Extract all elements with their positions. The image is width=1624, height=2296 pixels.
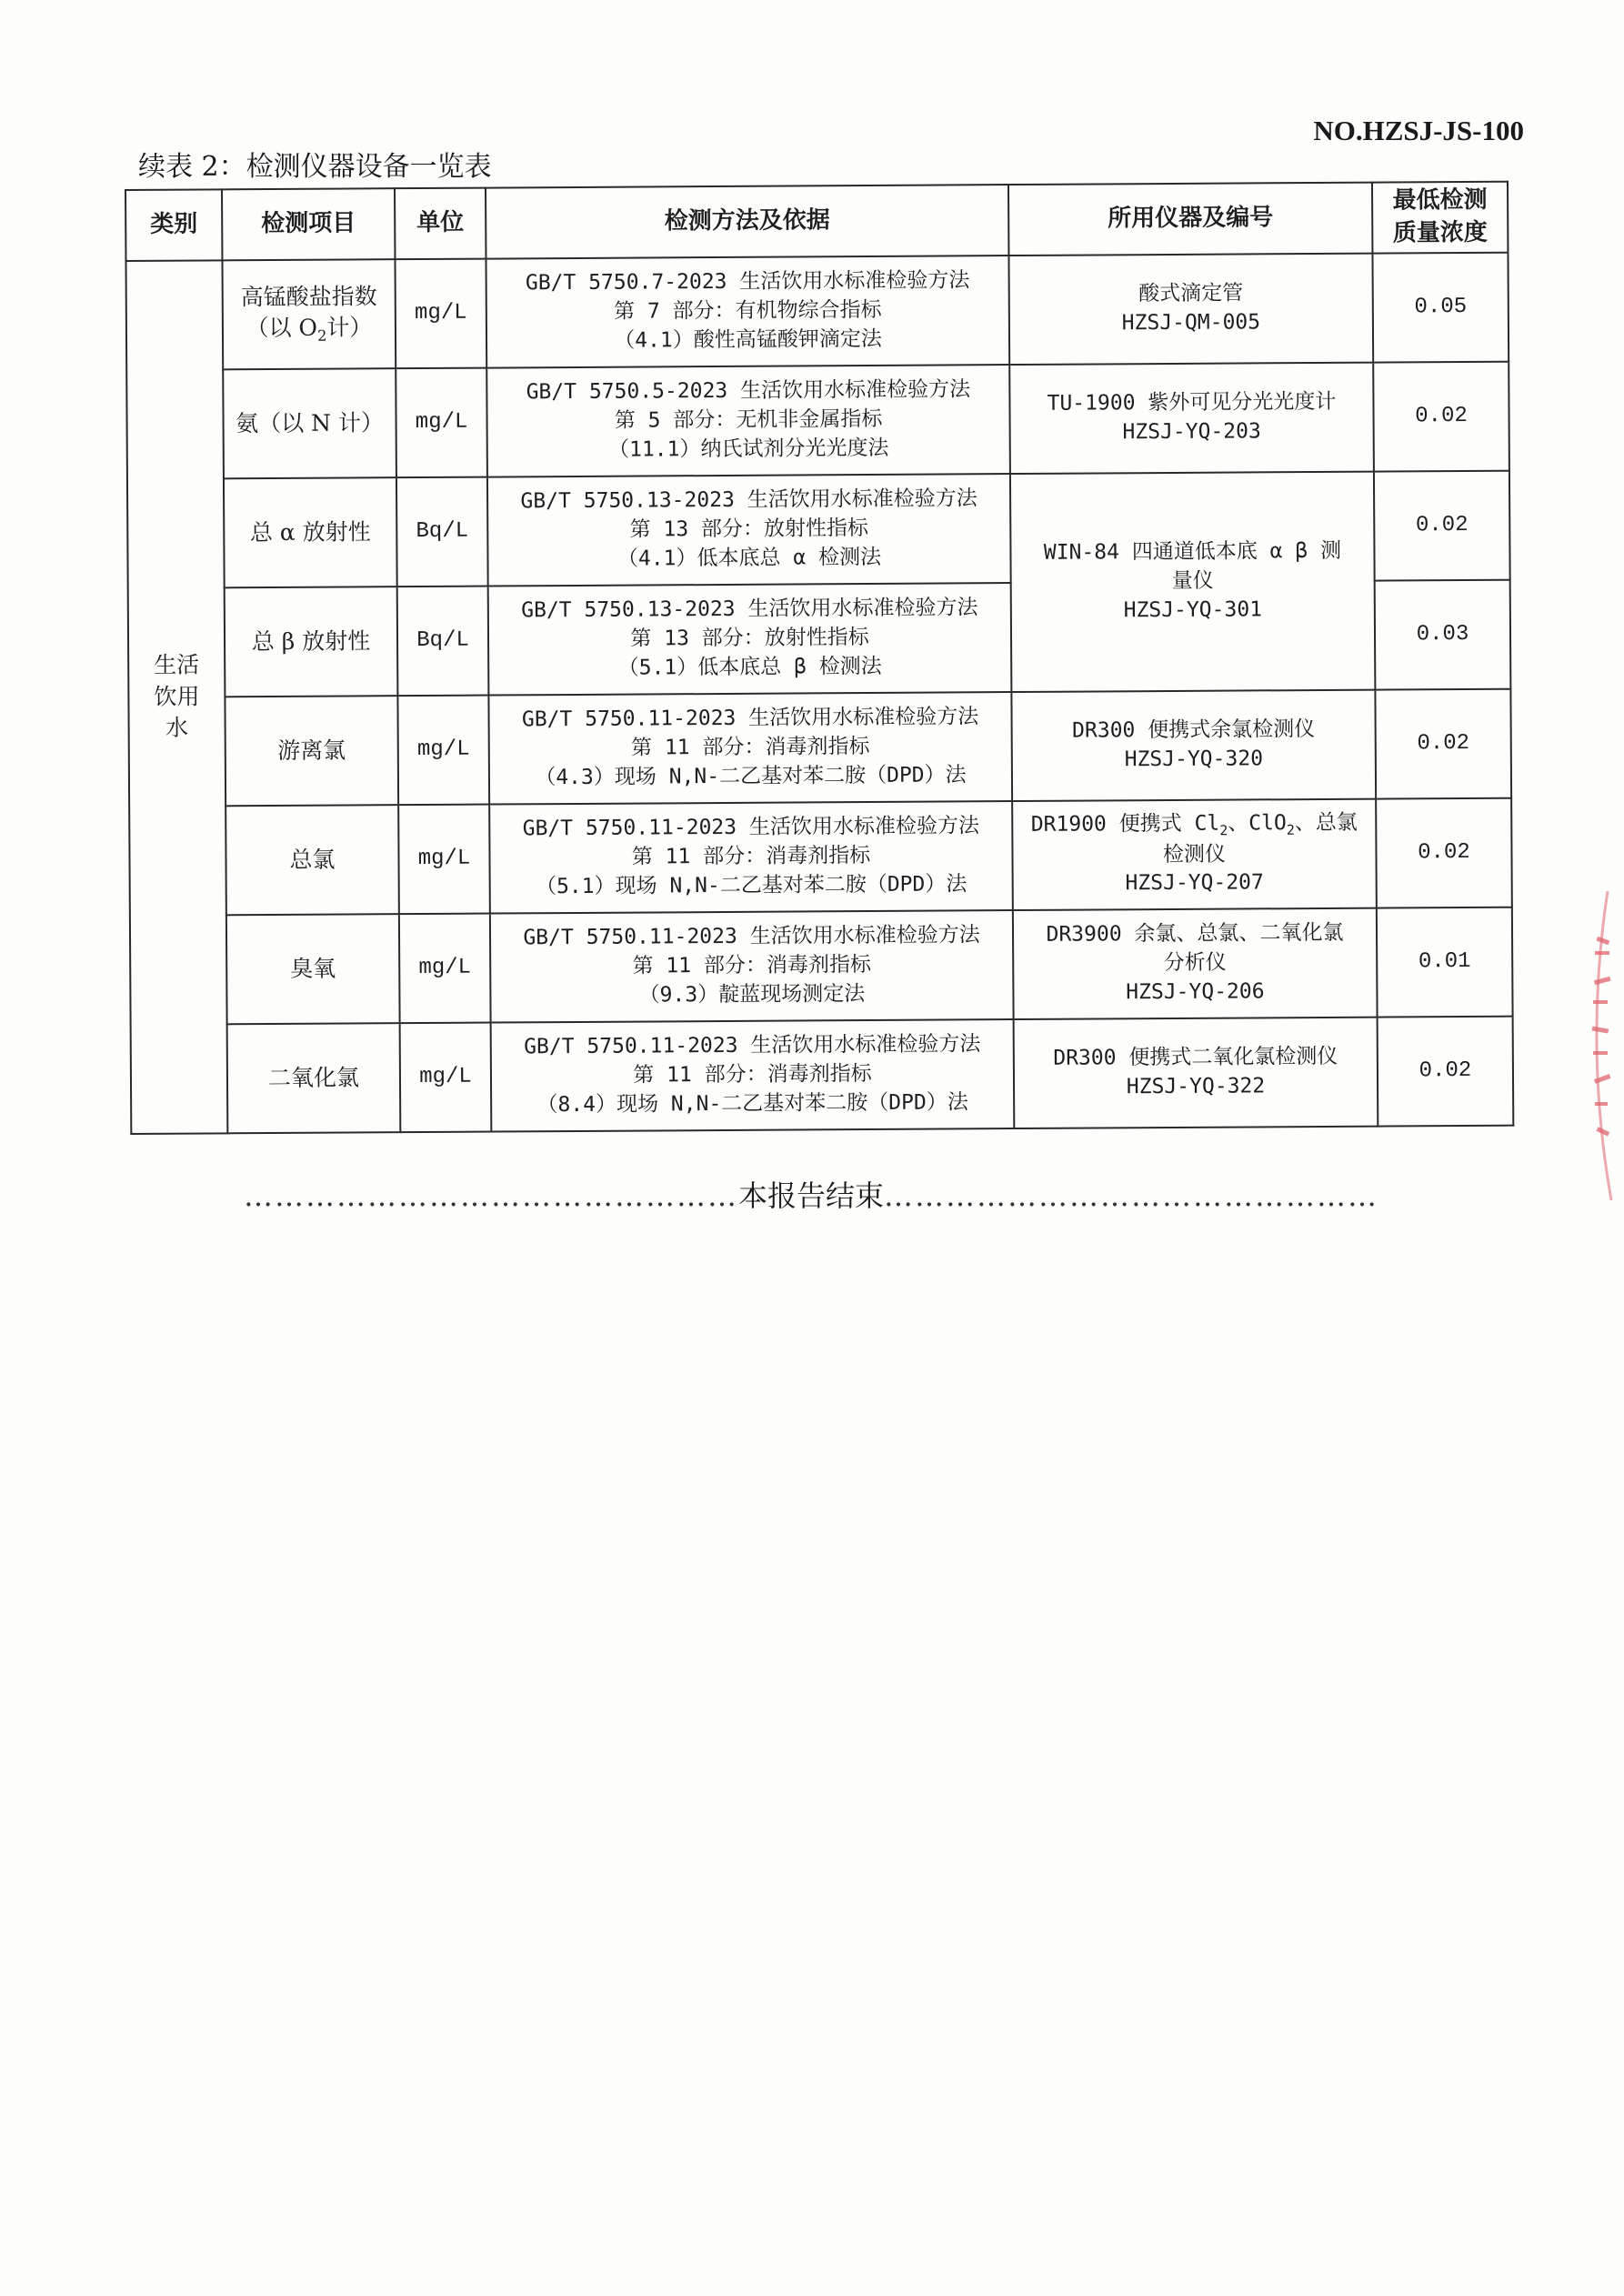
method-line: （9.3）靛蓝现场测定法 bbox=[638, 981, 866, 1008]
instrument-line: 酸式滴定管 bbox=[1138, 281, 1244, 306]
header-limit-line: 质量浓度 bbox=[1392, 218, 1488, 247]
instrument-cell bbox=[1012, 798, 1377, 909]
table-caption: 续表 2：检测仪器设备一览表 bbox=[138, 151, 492, 183]
method-line: GB/T 5750.11-2023 生活饮用水标准检验方法 bbox=[522, 814, 980, 841]
item-cell: 游离氯 bbox=[225, 696, 398, 806]
method-line: 第 13 部分：放射性指标 bbox=[629, 516, 869, 542]
header-category: 类别 bbox=[125, 189, 222, 260]
instrument-line bbox=[1017, 809, 1371, 842]
method-line: 第 5 部分：无机非金属指标 bbox=[614, 406, 883, 433]
subscript: 2 bbox=[1219, 822, 1228, 839]
instrument-line: DR3900 余氯、总氯、二氧化氯 bbox=[1046, 920, 1344, 947]
method-line: （8.4）现场 N,N-二乙基对苯二胺（DPD）法 bbox=[536, 1089, 968, 1117]
instrument-line: DR300 便携式余氯检测仪 bbox=[1072, 717, 1316, 743]
limit-cell: 0.01 bbox=[1377, 907, 1513, 1017]
method-line: 第 11 部分：消毒剂指标 bbox=[631, 843, 871, 869]
item-cell: 总氯 bbox=[226, 805, 399, 915]
method-cell bbox=[489, 801, 1013, 914]
limit-cell: 0.05 bbox=[1372, 252, 1509, 362]
instrument-cell bbox=[1010, 471, 1375, 691]
limit-cell: 0.02 bbox=[1375, 688, 1511, 798]
method-line: 第 7 部分：有机物综合指标 bbox=[613, 297, 882, 324]
unit-cell: Bq/L bbox=[397, 586, 489, 696]
limit-cell: 0.02 bbox=[1373, 361, 1509, 471]
item-cell bbox=[222, 259, 396, 369]
method-line: （4.1）酸性高锰酸钾滴定法 bbox=[614, 326, 882, 353]
item-cell: 总 α 放射性 bbox=[224, 477, 397, 587]
end-of-report-text: 本报告结束 bbox=[737, 1178, 884, 1213]
item-text: 计） bbox=[326, 314, 373, 341]
unit-cell: mg/L bbox=[398, 804, 490, 914]
table-row bbox=[126, 361, 1509, 478]
table-row bbox=[130, 907, 1513, 1024]
dot-leader-right: ………………………………………… bbox=[884, 1178, 1378, 1213]
method-line: （11.1）纳氏试剂分光光度法 bbox=[607, 436, 889, 462]
header-item: 检测项目 bbox=[222, 188, 395, 260]
instrument-line: 分析仪 bbox=[1163, 950, 1227, 975]
method-line: GB/T 5750.13-2023 生活饮用水标准检验方法 bbox=[520, 486, 977, 514]
item-line: 高锰酸盐指数 bbox=[240, 283, 377, 311]
category-label: 生活饮用水 bbox=[154, 651, 200, 741]
method-cell bbox=[487, 474, 1011, 587]
table-row bbox=[129, 797, 1512, 915]
unit-cell: mg/L bbox=[400, 1022, 492, 1132]
limit-cell: 0.02 bbox=[1378, 1016, 1514, 1126]
unit-cell: mg/L bbox=[397, 695, 489, 805]
instrument-cell bbox=[1014, 1017, 1378, 1128]
method-cell bbox=[488, 583, 1012, 696]
method-line: （4.3）现场 N,N-二乙基对苯二胺（DPD）法 bbox=[535, 762, 967, 789]
method-line: GB/T 5750.11-2023 生活饮用水标准检验方法 bbox=[523, 923, 980, 950]
method-cell bbox=[490, 910, 1014, 1023]
method-cell bbox=[491, 1019, 1015, 1132]
instrument-line: HZSJ-YQ-207 bbox=[1125, 870, 1264, 896]
table-row bbox=[131, 1016, 1514, 1133]
item-line bbox=[227, 312, 391, 347]
instrument-line: HZSJ-QM-005 bbox=[1121, 310, 1261, 336]
instrument-line: HZSJ-YQ-203 bbox=[1122, 419, 1261, 445]
unit-cell: mg/L bbox=[395, 258, 486, 368]
header-instrument: 所用仪器及编号 bbox=[1008, 183, 1372, 256]
instrument-line: WIN-84 四通道低本底 α β 测 bbox=[1043, 538, 1342, 565]
limit-cell: 0.02 bbox=[1376, 797, 1512, 907]
method-cell bbox=[488, 692, 1012, 805]
table-row bbox=[125, 252, 1509, 369]
unit-cell: mg/L bbox=[396, 367, 487, 477]
unit-cell: mg/L bbox=[399, 913, 491, 1023]
instrument-text: 、总氯 bbox=[1294, 811, 1358, 836]
instrument-line: HZSJ-YQ-206 bbox=[1126, 978, 1265, 1004]
instrument-text: 、ClO bbox=[1228, 811, 1287, 837]
item-cell: 氨（以 N 计） bbox=[223, 368, 396, 478]
unit-cell: Bq/L bbox=[396, 476, 488, 587]
limit-cell: 0.02 bbox=[1374, 470, 1510, 580]
item-cell: 二氧化氯 bbox=[227, 1023, 401, 1133]
method-line: （4.1）低本底总 α 检测法 bbox=[617, 545, 882, 571]
instrument-cell bbox=[1008, 253, 1373, 364]
instrument-line: TU-1900 紫外可见分光光度计 bbox=[1047, 389, 1337, 416]
header-method: 检测方法及依据 bbox=[486, 185, 1008, 258]
instrument-line: 检测仪 bbox=[1162, 842, 1227, 867]
instrument-text: DR1900 便携式 Cl bbox=[1030, 812, 1220, 837]
header-unit: 单位 bbox=[395, 188, 486, 259]
instrument-line: HZSJ-YQ-320 bbox=[1124, 747, 1264, 772]
instrument-line: HZSJ-YQ-301 bbox=[1123, 597, 1263, 622]
limit-cell: 0.03 bbox=[1375, 579, 1511, 689]
category-cell bbox=[125, 260, 227, 1134]
red-seal-stamp-edge bbox=[1580, 891, 1624, 1200]
method-line: 第 13 部分：放射性指标 bbox=[630, 625, 869, 651]
method-line: 第 11 部分：消毒剂指标 bbox=[630, 734, 870, 760]
method-line: GB/T 5750.13-2023 生活饮用水标准检验方法 bbox=[521, 596, 978, 623]
method-line: 第 11 部分：消毒剂指标 bbox=[633, 1061, 872, 1088]
instrument-line: HZSJ-YQ-322 bbox=[1126, 1074, 1266, 1099]
instrument-table bbox=[125, 181, 1514, 1135]
subscript: 2 bbox=[1286, 822, 1295, 839]
instrument-line: DR300 便携式二氧化氯检测仪 bbox=[1053, 1044, 1338, 1070]
instrument-line: 量仪 bbox=[1171, 568, 1214, 593]
table-row bbox=[128, 688, 1511, 806]
method-cell bbox=[486, 365, 1010, 477]
document-number: NO.HZSJ-JS-100 bbox=[1313, 115, 1524, 146]
method-line: 第 11 部分：消毒剂指标 bbox=[632, 952, 871, 978]
method-line: （5.1）低本底总 β 检测法 bbox=[617, 654, 882, 680]
method-line: GB/T 5750.5-2023 生活饮用水标准检验方法 bbox=[526, 377, 971, 405]
method-line: GB/T 5750.11-2023 生活饮用水标准检验方法 bbox=[524, 1032, 981, 1059]
dot-leader-left: ………………………………………… bbox=[243, 1178, 738, 1213]
item-cell: 总 β 放射性 bbox=[225, 587, 398, 697]
stamp-marks bbox=[1592, 937, 1611, 1137]
end-of-report-line bbox=[165, 1173, 1457, 1215]
item-text: （以 O bbox=[246, 314, 318, 342]
instrument-cell bbox=[1011, 689, 1376, 800]
table-header-row bbox=[125, 182, 1508, 261]
header-limit-line: 最低检测 bbox=[1392, 185, 1488, 215]
method-cell bbox=[486, 256, 1009, 368]
method-line: （5.1）现场 N,N-二乙基对苯二胺（DPD）法 bbox=[535, 871, 967, 898]
table-row bbox=[127, 470, 1510, 587]
instrument-cell bbox=[1009, 362, 1374, 473]
subscript: 2 bbox=[316, 326, 327, 345]
method-line: GB/T 5750.11-2023 生活饮用水标准检验方法 bbox=[521, 705, 979, 732]
item-cell: 臭氧 bbox=[226, 914, 400, 1024]
method-line: GB/T 5750.7-2023 生活饮用水标准检验方法 bbox=[525, 268, 970, 296]
instrument-cell bbox=[1013, 907, 1378, 1018]
header-limit bbox=[1372, 182, 1508, 254]
